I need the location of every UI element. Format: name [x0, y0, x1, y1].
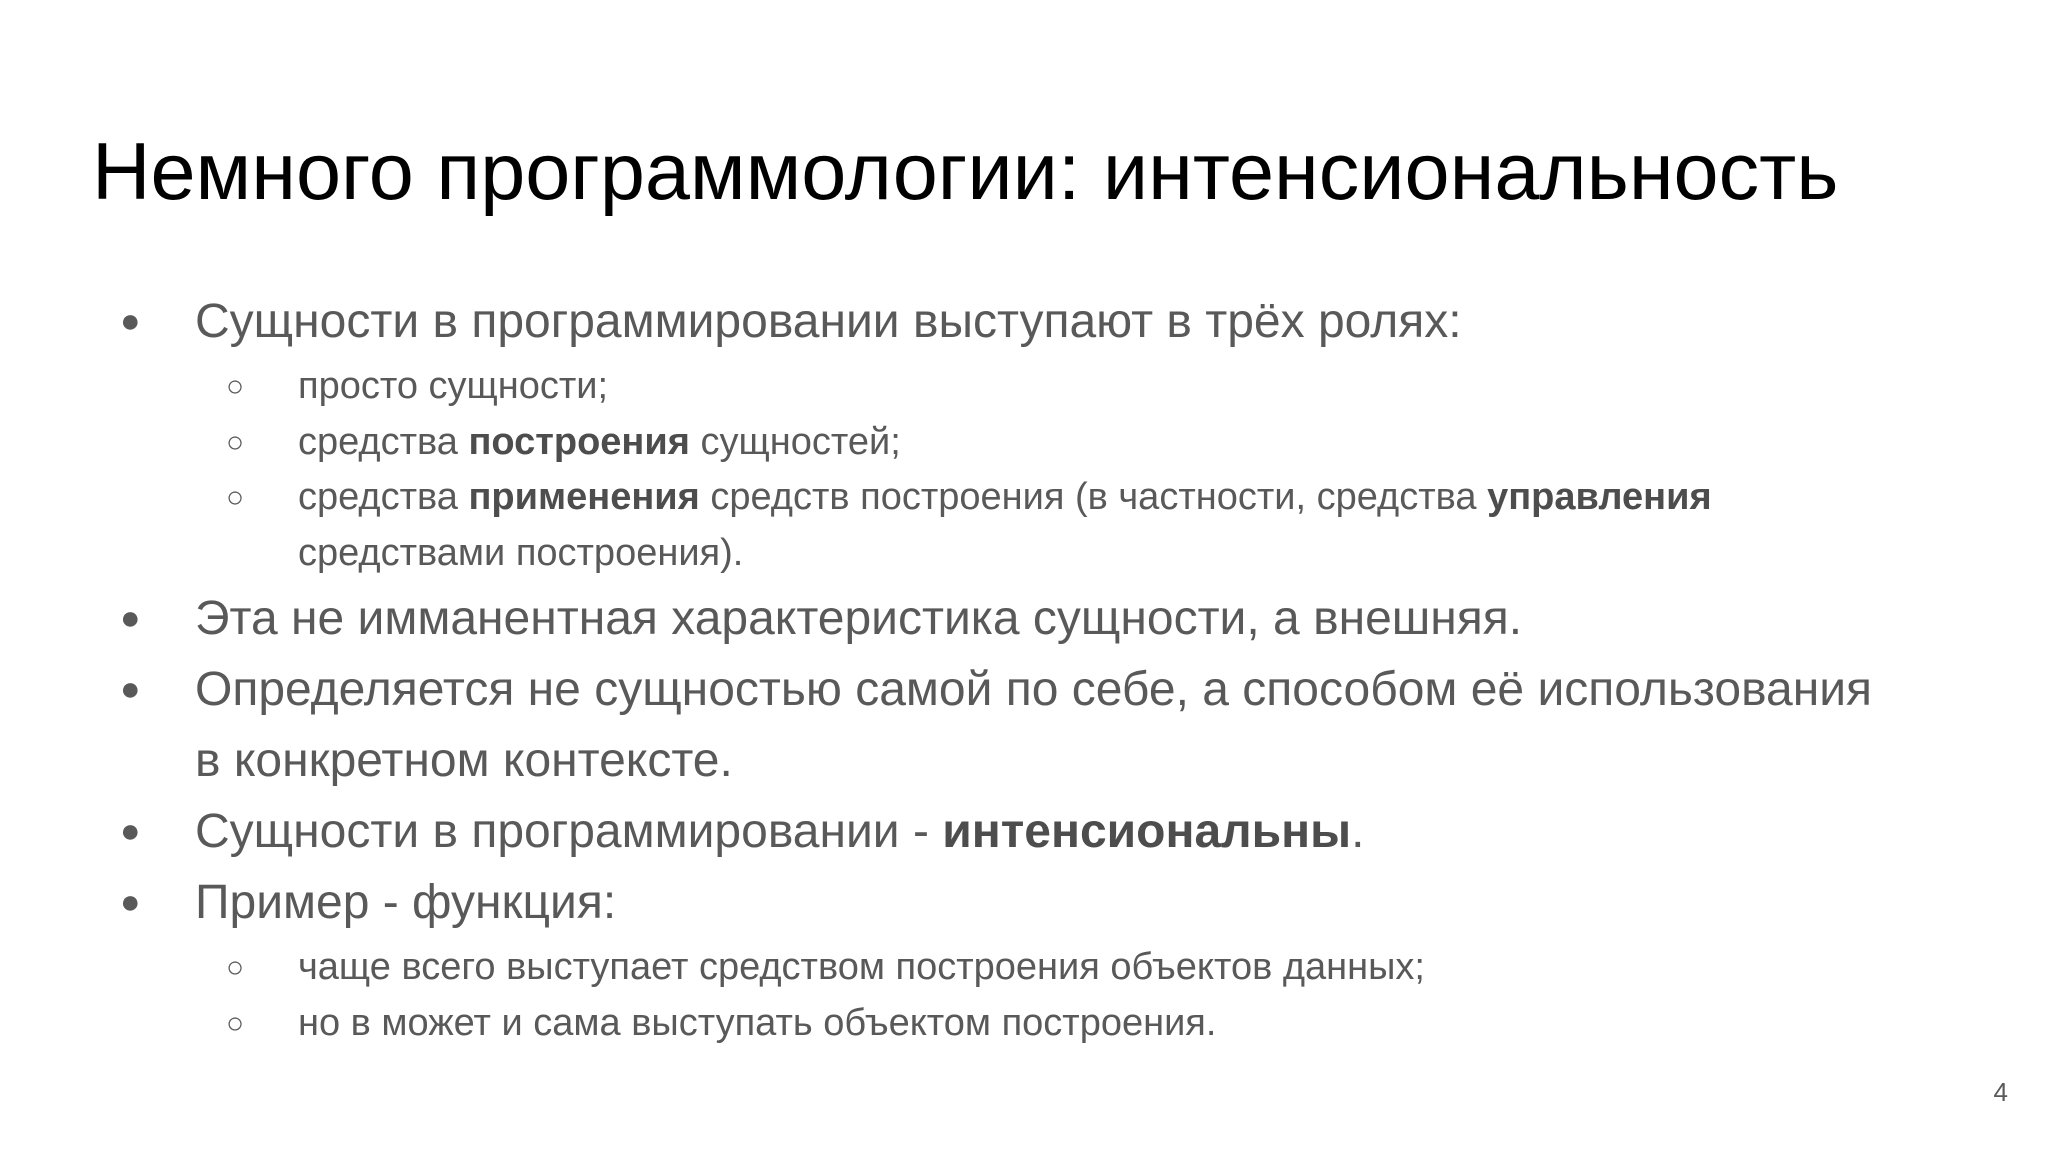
list-item [0, 286, 2048, 357]
slide-title: Немного программологии: интенсиональность [92, 127, 1839, 217]
emphasis-text: интенсиональны [942, 805, 1352, 858]
emphasis-text: управления [1487, 476, 1712, 518]
bullet-filled-icon: ● [120, 883, 141, 921]
sub-list-item-text: но в может и сама выступать объектом построения. [298, 1001, 1217, 1044]
list-item [0, 583, 2048, 654]
bullet-filled-icon: ● [120, 599, 141, 637]
sub-list [0, 938, 2048, 1053]
bullet-hollow-icon: ○ [226, 1006, 245, 1040]
bullet-filled-icon: ● [120, 302, 141, 340]
bullet-hollow-icon: ○ [226, 481, 245, 514]
bullet-hollow-icon: ○ [226, 425, 245, 459]
list-item-text: Определяется не сущностью самой по себе, а способом её использования в конкретном контексте. [195, 663, 1873, 787]
sub-list [0, 357, 2048, 583]
sub-list-item [0, 359, 2048, 415]
bullet-hollow-icon: ○ [226, 370, 245, 403]
list-item [0, 796, 2048, 867]
bullet-hollow-icon: ○ [226, 951, 245, 984]
list-item-text: Сущности в программировании выступают в трёх ролях: [195, 295, 1462, 348]
list-item-text: Пример - функция: [195, 876, 617, 929]
sub-list-item [0, 996, 2048, 1052]
sub-list-item-text: просто сущности; [298, 365, 609, 407]
list-item [0, 654, 2048, 796]
bullet-filled-icon: ● [120, 670, 141, 708]
list-item-text: Эта не имманентная характеристика сущности, а внешняя. [195, 592, 1523, 645]
bullet-filled-icon: ● [120, 812, 141, 850]
list-item-text: . [1351, 805, 1365, 858]
sub-list-item [0, 415, 2048, 471]
sub-list-item [0, 470, 2048, 581]
sub-list-item-text: средства [298, 420, 469, 463]
sub-list-item-text: сущностей; [689, 420, 901, 463]
sub-list-item-text: чаще всего выступает средством построения объектов данных; [298, 946, 1425, 988]
emphasis-text: построения [468, 420, 690, 463]
emphasis-text: применения [468, 476, 700, 518]
sub-list-item-text: средств построения (в частности, средства [699, 476, 1488, 518]
sub-list-item-text: средствами построения). [298, 531, 744, 574]
page-number: 4 [1993, 1077, 2008, 1107]
list-item-text: Сущности в программировании - [195, 805, 943, 858]
bullet-list [0, 286, 2048, 1053]
sub-list-item-text: средства [298, 476, 469, 518]
sub-list-item [0, 940, 2048, 996]
list-item [0, 867, 2048, 938]
